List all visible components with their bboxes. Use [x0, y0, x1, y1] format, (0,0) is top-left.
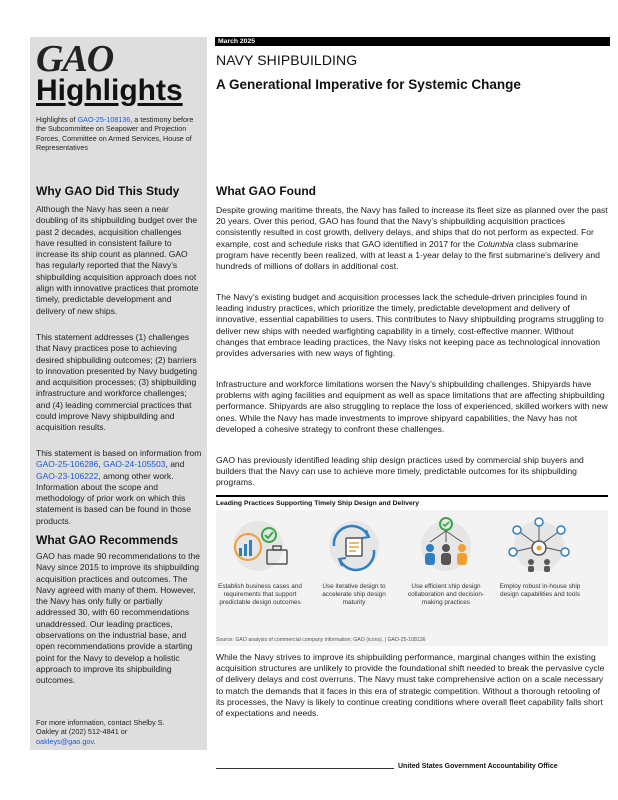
found-paragraph-4: GAO has previously identified leading ship design practices used by commercial ship buyers and builders that the Navy can use to achieve more timely, predictable outcomes for its shipbuilding programs. [216, 455, 584, 488]
report-title: A Generational Imperative for Systemic Change [216, 77, 521, 92]
columbia-italic: Columbia [477, 238, 514, 249]
found-paragraph-2: The Navy’s existing budget and acquisition processes lack the schedule-driven principles found in leading industry practices, which prioritize the timely, predictable development and delivery of innovative, essential capabilities to users. This contributes to Navy shipbuilding programs struggling to deliver new ships with needed warfighting capability in a timely, cost-effective manner. Without changes that embrace leading practices, the Navy risks not keeping pace as technological innovation provides adversaries with new ways of fighting. [216, 292, 604, 358]
design-capabilities-icon [502, 516, 576, 578]
found-paragraph-1 [216, 205, 608, 272]
p1-suffix: class submarine program have recently been realized, with at least a 1-year delay to the first submarine’s delivery and hundreds of millions of dollars in additional cost. [216, 238, 600, 271]
intro-suffix: , a testimony before the Subcommittee on Seapower and Projection Forces, Committee on Armed Services, House of Representatives [36, 115, 194, 153]
why-paragraph-1: Although the Navy has seen a near doubling of its shipbuilding budget over the past 2 decades, acquisition challenges have resulted in consistent failure to increase its ship count as planned. GAO has regularly reported that the Navy’s shipbuilding acquisition approach does not align with innovative practices that promote timely, predictable development and delivery of new ships. [36, 204, 199, 316]
why-paragraph-3 [36, 448, 202, 527]
why-p3-prefix: This statement is based on information from [36, 448, 202, 458]
why-p3-suffix: , among other work. Information about the scope and methodology of prior work on which this statement is based can be found in those products. [36, 470, 191, 526]
recommends-paragraph: GAO has made 90 recommendations to the Navy since 2015 to improve its shipbuilding acquisition practices and outcomes. The Navy agreed with many of them. However, the Navy has only fully or partially addressed 30, with 60 recommendations unaddressed. Our leading practices, observations on the industrial base, and open recommendations provide a starting point for the Navy to develop a holistic approach to improve its shipbuilding outcomes. [36, 551, 200, 686]
why-heading: Why GAO Did This Study [36, 184, 180, 198]
link-gao-23-106222[interactable]: GAO-23-106222 [36, 470, 99, 481]
figure-rule [216, 495, 608, 497]
report-kicker: NAVY SHIPBUILDING [216, 52, 358, 68]
found-paragraph-5: While the Navy strives to improve its shipbuilding performance, marginal changes within the existing acquisition structures are unlikely to provide the foundational shift needed to break the pervasive cycle of delivery delays and cost overruns. The Navy must take comprehensive action on a scale necessary to match the demands that it faces in this era of strategic competition. Without a thorough retooling of its processes, the Navy is likely to continue creating conditions where overall fleet capability falls short of expectations and needs. [216, 652, 605, 718]
figure-title: Leading Practices Supporting Timely Ship Design and Delivery [216, 500, 420, 507]
practice-label-2: Use iterative design to accelerate ship design maturity [322, 583, 386, 606]
iterative-design-icon [318, 520, 390, 578]
link-gao-25-106286[interactable]: GAO-25-106286 [36, 459, 99, 470]
business-case-icon [226, 520, 298, 578]
report-link[interactable]: GAO-25-108136 [77, 115, 131, 124]
why-p3-sep: , and [165, 459, 185, 470]
why-paragraph-2: This statement addresses (1) challenges that Navy practices pose to achieving desired shipbuilding outcomes; (2) barriers to innovation presented by Navy budgeting and acquisition processes; (3) shipbuilding infrastructure and workforce challenges; and (4) leading commercial practices that could improve Navy shipbuilding and acquisition results. [36, 332, 198, 433]
contact-email-link[interactable]: oakleys@gao.gov [36, 736, 94, 746]
why-p3-sep: , [98, 459, 104, 470]
publication-date: March 2025 [218, 37, 256, 45]
found-paragraph-3: Infrastructure and workforce limitations worsen the Navy’s shipbuilding challenges. Shipyards have problems with aging facilities and equipment as well as space limitations that are affecting shipbuilding performance. Shipyards are also struggling to replace the loss of experienced, skilled workers with new ones. While the Navy has made investments to improve shipyard capabilities, the Navy has not developed a cohesive strategy to confront these challenges. [216, 379, 608, 434]
practice-label-1: Establish business cases and requirements that support predictable design outcomes [218, 583, 302, 606]
footer-agency: United States Government Accountability Office [398, 763, 558, 770]
collaboration-icon [410, 516, 482, 578]
contact-info [36, 718, 186, 746]
footer-rule [216, 768, 394, 769]
practice-label-3: Use efficient ship design collaboration and decision-making practices [407, 583, 485, 606]
intro-prefix: Highlights of [36, 115, 78, 124]
highlights-intro [36, 115, 200, 152]
gao-logo: GAO [36, 38, 114, 80]
contact-suffix: . [93, 736, 96, 746]
highlights-title: Highlights [36, 74, 183, 107]
found-heading: What GAO Found [216, 184, 316, 198]
figure-source: Source: GAO analysis of commercial company information; GAO (icons). | GAO-25-108136 [216, 637, 426, 643]
contact-prefix: For more information, contact Shelby S. Oakley at (202) 512-4841 or [36, 718, 165, 737]
recommends-heading: What GAO Recommends [36, 533, 179, 547]
date-bar [215, 37, 610, 46]
practice-label-4: Employ robust in-house ship design capabilities and tools [499, 583, 581, 598]
p1-prefix: Despite growing maritime threats, the Navy has failed to increase its fleet size as planned over the past 20 years. Over this period, GAO has found that the Navy’s shipbuilding acquisition practices consistently resulted in cost growth, delivery delays, and ships that do not perform as expected. For example, cost and schedule risks that GAO identified in 2017 for the [216, 205, 608, 249]
link-gao-24-105503[interactable]: GAO-24-105503 [103, 459, 166, 470]
